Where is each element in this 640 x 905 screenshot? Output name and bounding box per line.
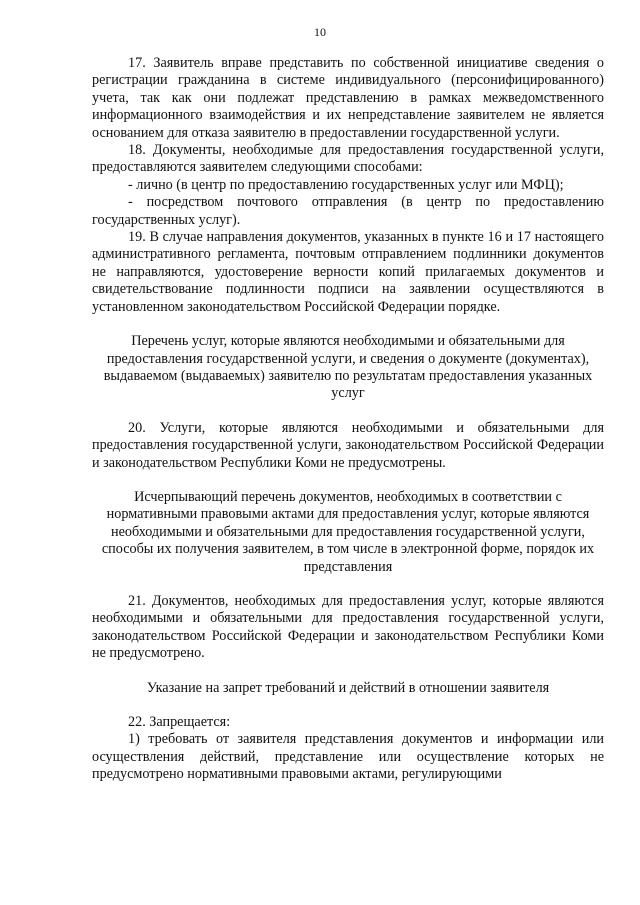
paragraph-17: 17. Заявитель вправе представить по собственной инициативе сведения о регистрации гражданина в системе индивидуального (персонифицированного) учета, так как они подлежат представлению в рамках межведомственного информационного взаимодействия и их непредставление заявителем не является основанием для отказа заявителю в предоставлении государственной услуги.: [92, 55, 604, 141]
section-heading-prohibitions: Указание на запрет требований и действий в отношении заявителя: [146, 679, 550, 696]
paragraph-22: 22. Запрещается:: [128, 714, 231, 730]
paragraph-18-item-1: - лично (в центр по предоставлению государственных услуг или МФЦ);: [128, 176, 564, 193]
paragraph-19: 19. В случае направления документов, указанных в пункте 16 и 17 настоящего административного регламента, почтовым отправлением подлинники документов не направляются, удостоверение верности копий прилагаемых документов и свидетельствование подлинности подписи на заявлении осуществляются в установленном законодательством Российской Федерации порядке.: [92, 229, 604, 315]
paragraph-18: 18. Документы, необходимые для предоставления государственной услуги, предоставляются заявителем следующими способами:: [92, 142, 604, 176]
page-number: 10: [314, 25, 326, 39]
paragraph-22-item-1: 1) требовать от заявителя представления документов и информации или осуществления действий, представление или осуществление которых не предусмотрено нормативными правовыми актами, регулирующими: [92, 731, 604, 783]
section-heading-documents: Исчерпывающий перечень документов, необходимых в соответствии с нормативными правовыми актами для предоставления услуг, которые являются необходимыми и обязательными для предоставления государственной услуги, способы их получения заявителем, в том числе в электронной форме, порядок их представления: [101, 488, 595, 575]
paragraph-18-item-2: - посредством почтового отправления (в центр по предоставлению государственных услуг).: [92, 194, 604, 228]
section-heading-services: Перечень услуг, которые являются необходимыми и обязательными для предоставления государственной услуги, и сведения о документе (документах), выдаваемом (выдаваемых) заявителю по результатам предоставления указанных услуг: [103, 333, 593, 402]
paragraph-20: 20. Услуги, которые являются необходимыми и обязательными для предоставления государственной услуги, законодательством Российской Федерации и законодательством Республики Коми не предусмотрены.: [92, 419, 604, 471]
paragraph-21: 21. Документов, необходимых для предоставления услуг, которые являются необходимыми и обязательными для предоставления государственной услуги, законодательством Российской Федерации и законодательством Республики Коми не предусмотрено.: [92, 592, 604, 662]
document-body: [92, 55, 604, 784]
